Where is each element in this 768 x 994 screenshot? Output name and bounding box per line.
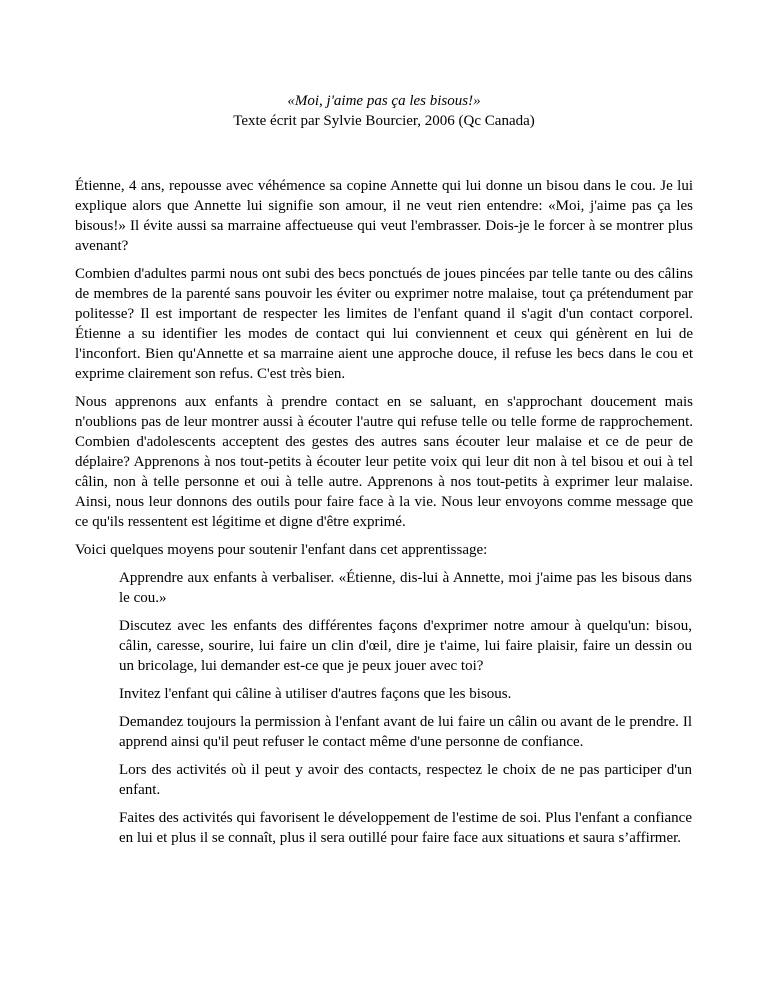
list-item: Apprendre aux enfants à verbaliser. «Étienne, dis-lui à Annette, moi j'aime pas les bisous dans le cou.» <box>119 570 692 606</box>
list-intro-paragraph: Voici quelques moyens pour soutenir l'enfant dans cet apprentissage: <box>75 542 488 558</box>
document-body <box>75 176 693 848</box>
list-item: Lors des activités où il peut y avoir des contacts, respectez le choix de ne pas participer d'un enfant. <box>119 762 692 798</box>
paragraph: Étienne, 4 ans, repousse avec véhémence sa copine Annette qui lui donne un bisou dans le cou. Je lui explique alors que Annette lui signifie son amour, il ne veut rien entendre: «Moi, j'aime pas ça les bisous!» Il évite aussi sa marraine affectueuse qui veut l'embrasser. Dois-je le forcer à se montrer plus avenant? <box>75 178 693 254</box>
list-item: Invitez l'enfant qui câline à utiliser d'autres façons que les bisous. <box>119 686 512 702</box>
list-item: Faites des activités qui favorisent le développement de l'estime de soi. Plus l'enfant a confiance en lui et plus il se connaît, plus il sera outillé pour faire face aux situations et saura s’affirmer. <box>119 810 692 846</box>
paragraph: Combien d'adultes parmi nous ont subi des becs ponctués de joues pincées par telle tante ou des câlins de membres de la parenté sans pouvoir les éviter ou exprimer notre malaise, tout ça prétendument par politesse? Il est important de respecter les limites de l'enfant quand il s'agit d'un contact corporel. Étienne a su identifier les modes de contact qui lui conviennent et ceux qui génèrent en lui de l'inconfort. Bien qu'Annette et sa marraine aient une approche douce, il refuse les becs dans le cou et exprime clairement son refus. C'est très bien. <box>75 266 693 382</box>
document-byline: Texte écrit par Sylvie Bourcier, 2006 (Qc Canada) <box>233 113 535 129</box>
list-item: Demandez toujours la permission à l'enfant avant de lui faire un câlin ou avant de le prendre. Il apprend ainsi qu'il peut refuser le contact même d'une personne de confiance. <box>119 714 692 750</box>
list-item: Discutez avec les enfants des différentes façons d'exprimer notre amour à quelqu'un: bisou, câlin, caresse, sourire, lui faire un clin d'œil, dire je t'aime, lui faire plaisir, faire un dessin ou un bricolage, lui demander est-ce que je peux jouer avec toi? <box>119 618 692 674</box>
document-title: «Moi, j'aime pas ça les bisous!» <box>287 93 481 109</box>
paragraph: Nous apprenons aux enfants à prendre contact en se saluant, en s'approchant doucement mais n'oublions pas de leur montrer aussi à écouter l'autre qui refuse telle ou telle forme de rapprochement. Combien d'adolescents acceptent des gestes des autres sans écouter leur malaise et ce de peur de déplaire? Apprenons à nos tout-petits à écouter leur petite voix qui leur dit non à tel bisou et oui à tel câlin, non à telle personne et oui à telle autre. Apprenons à nos tout-petits à exprimer leur malaise. Ainsi, nous leur donnons des outils pour faire face à la vie. Nous leur envoyons comme message que ce qu'ils ressentent est légitime et digne d'être exprimé. <box>75 394 693 530</box>
tips-list <box>75 568 693 848</box>
